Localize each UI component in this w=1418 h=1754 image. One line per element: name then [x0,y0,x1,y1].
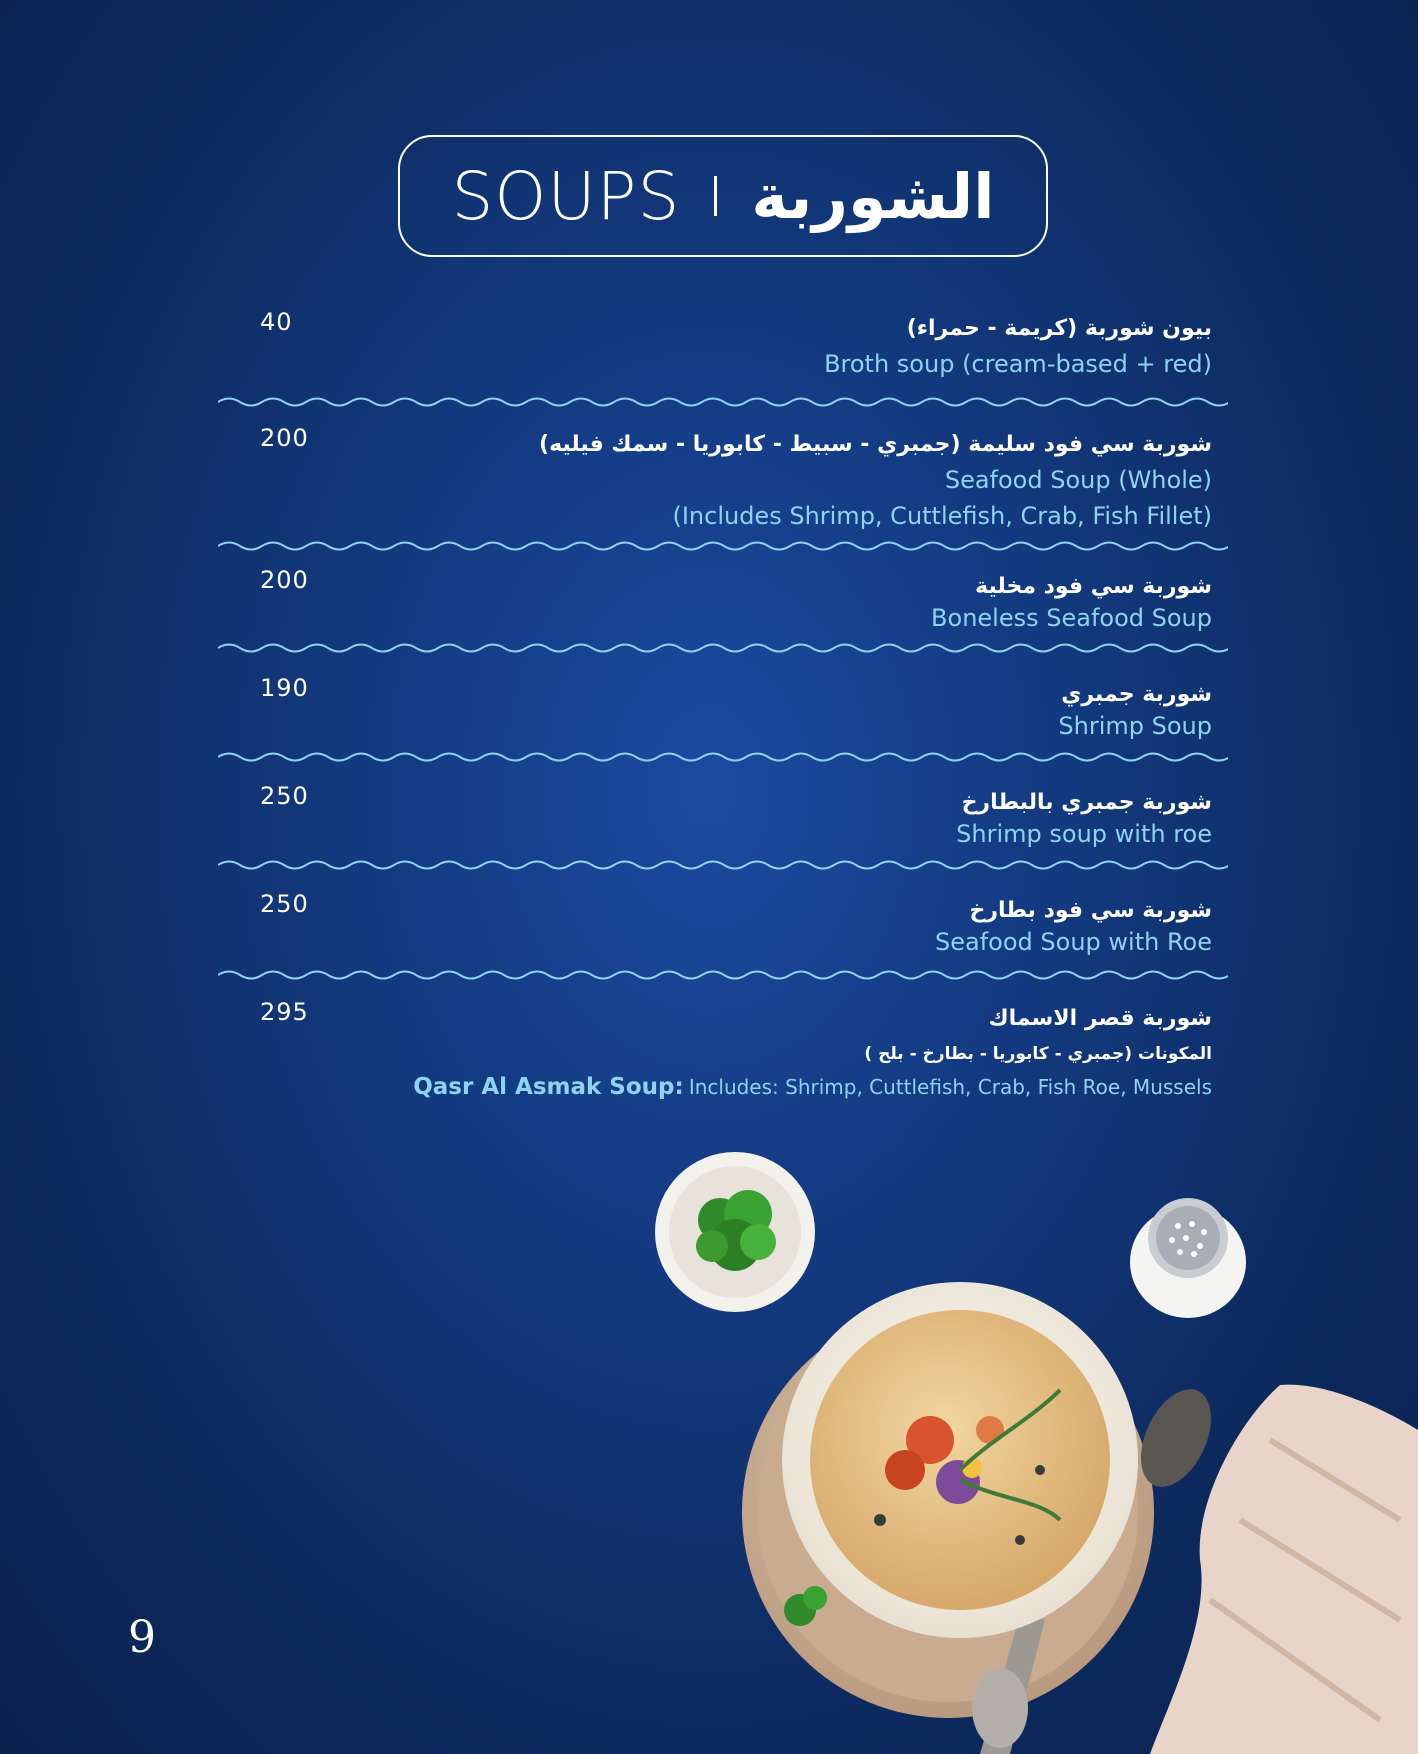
item-price: 200 [260,566,309,594]
wave-divider [218,750,1228,764]
section-title-en: SOUPS [451,157,681,235]
section-title-box [398,135,1048,257]
item-name-en: Shrimp Soup [1058,712,1212,740]
wave-line [218,399,1228,406]
item-name-ar: شوربة سي فود بطارخ [969,898,1212,923]
item-name-ar: شوربة سي فود مخلية [975,574,1212,599]
title-separator [714,176,717,216]
napkin [1150,1385,1418,1754]
item-name-en: Seafood Soup (Whole) [944,466,1212,494]
plate [742,1306,1154,1718]
item-en-line [413,1074,1212,1100]
item-price: 190 [260,674,309,702]
wave-line [218,972,1228,979]
item-name-ar: شوربة جمبري [1061,682,1212,707]
item-name-en: Shrimp soup with roe [956,820,1212,848]
wave-divider [218,968,1228,982]
wave-divider [218,641,1228,655]
item-name-en: Boneless Seafood Soup [931,604,1212,632]
item-ingredients-ar: المكونات (جمبري - كابوريا - بطارخ - بلح ) [864,1044,1212,1064]
page-number: 9 [128,1612,156,1663]
salt-shaker [1130,1198,1246,1318]
item-price: 200 [260,424,309,452]
section-title-ar: الشوربة [751,159,995,233]
item-price: 250 [260,890,309,918]
item-name-en: Broth soup (cream-based + red) [824,350,1212,378]
item-description-en: (Includes Shrimp, Cuttlefish, Crab, Fish Fillet) [672,502,1212,530]
wave-line [218,862,1228,869]
wave-line [218,645,1228,652]
wave-divider [218,539,1228,553]
item-name-ar: شوربة جمبري بالبطارخ [961,790,1212,815]
item-name-en: Seafood Soup with Roe [935,928,1212,956]
item-name-en: Qasr Al Asmak Soup: [413,1074,684,1100]
wave-divider [218,395,1228,409]
item-name-ar: شوربة سي فود سليمة (جمبري - سبيط - كابوريا - سمك فيليه) [539,432,1212,457]
spoon [972,1378,1225,1754]
parsley-bowl [655,1152,815,1312]
item-name-ar: بيون شوربة (كريمة - حمراء) [906,316,1212,341]
item-price: 40 [260,308,293,336]
wave-divider [218,858,1228,872]
item-price: 295 [260,998,309,1026]
item-name-ar: شوربة قصر الاسماك [988,1006,1212,1031]
item-description-en: Includes: Shrimp, Cuttlefish, Crab, Fish Roe, Mussels [688,1075,1212,1099]
item-price: 250 [260,782,309,810]
soup-bowl [782,1282,1138,1638]
wave-line [218,754,1228,761]
wave-line [218,543,1228,550]
